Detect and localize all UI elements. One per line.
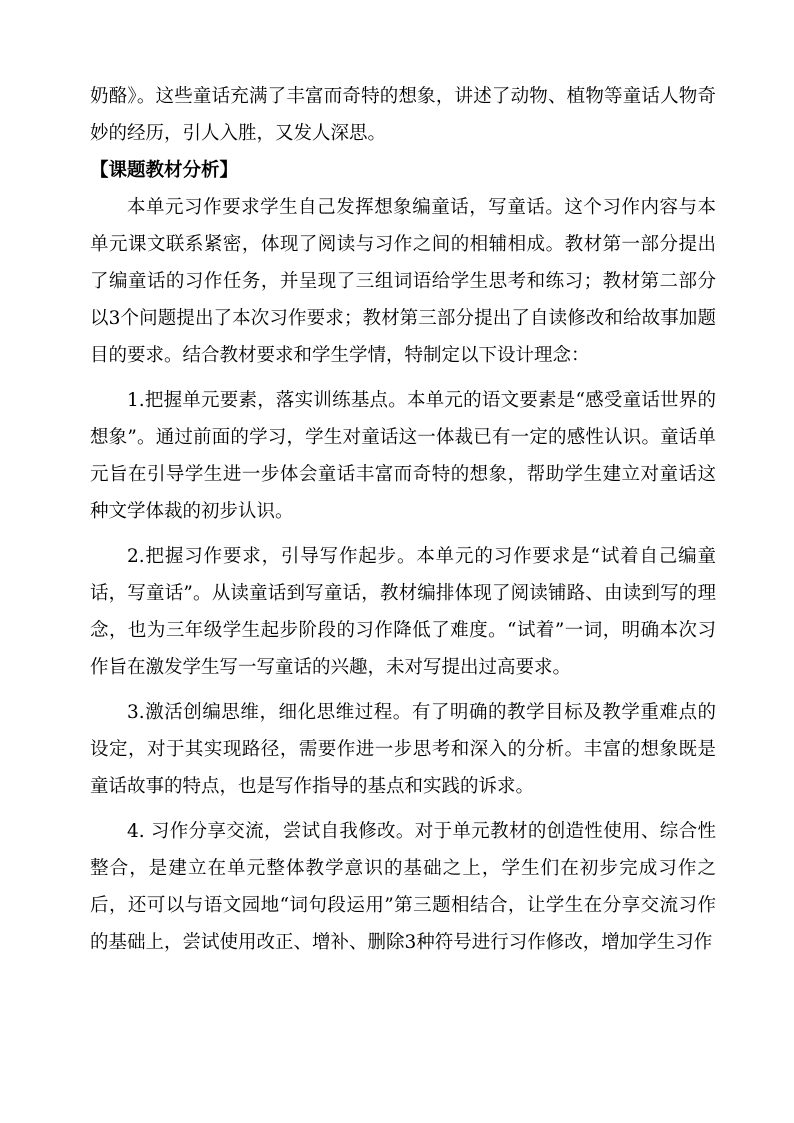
paragraph-point-3: 3.激活创编思维，细化思维过程。有了明确的教学目标及教学重难点的设定，对于其实现路径，需要作进一步思考和深入的分析。丰富的想象既是童话故事的特点，也是写作指导的基点和实践的诉求。 bbox=[90, 702, 716, 797]
paragraph-point-1: 1.把握单元要素，落实训练基点。本单元的语文要素是“感受童话世界的想象”。通过前面的学习，学生对童话这一体裁已有一定的感性认识。童话单元旨在引导学生进一步体会童话丰富而奇特的想象，帮助学生建立对童话这种文学体裁的初步认识。 bbox=[90, 390, 716, 522]
paragraph-intro: 本单元习作要求学生自己发挥想象编童话，写童话。这个习作内容与本单元课文联系紧密，体现了阅读与习作之间的相辅相成。教材第一部分提出了编童话的习作任务，并呈现了三组词语给学生思考和练习；教材第二部分以3个问题提出了本次习作要求；教材第三部分提出了自读修改和给故事加题目的要求。结合教材要求和学生学情，特制定以下设计理念： bbox=[90, 197, 716, 366]
paragraph-point-2: 2.把握习作要求，引导写作起步。本单元的习作要求是“试着自己编童话，写童话”。从读童话到写童话，教材编排体现了阅读铺路、由读到写的理念，也为三年级学生起步阶段的习作降低了难度。“试着”一词，明确本次习作旨在激发学生写一写童话的兴趣，未对写提出过高要求。 bbox=[90, 546, 716, 678]
paragraph-continuation: 奶酪》。这些童话充满了丰富而奇特的想象，讲述了动物、植物等童话人物奇妙的经历，引人入胜，又发人深思。 bbox=[90, 86, 716, 144]
paragraph-point-4: 4. 习作分享交流，尝试自我修改。对于单元教材的创造性使用、综合性整合，是建立在单元整体教学意识的基础之上，学生们在初步完成习作之后，还可以与语文园地“词句段运用”第三题相结合，让学生在分享交流习作的基础上，尝试使用改正、增补、删除3种符号进行习作修改，增加学生习作 bbox=[90, 821, 716, 953]
document-body bbox=[90, 78, 716, 961]
section-heading: 【课题教材分析】 bbox=[90, 160, 239, 181]
